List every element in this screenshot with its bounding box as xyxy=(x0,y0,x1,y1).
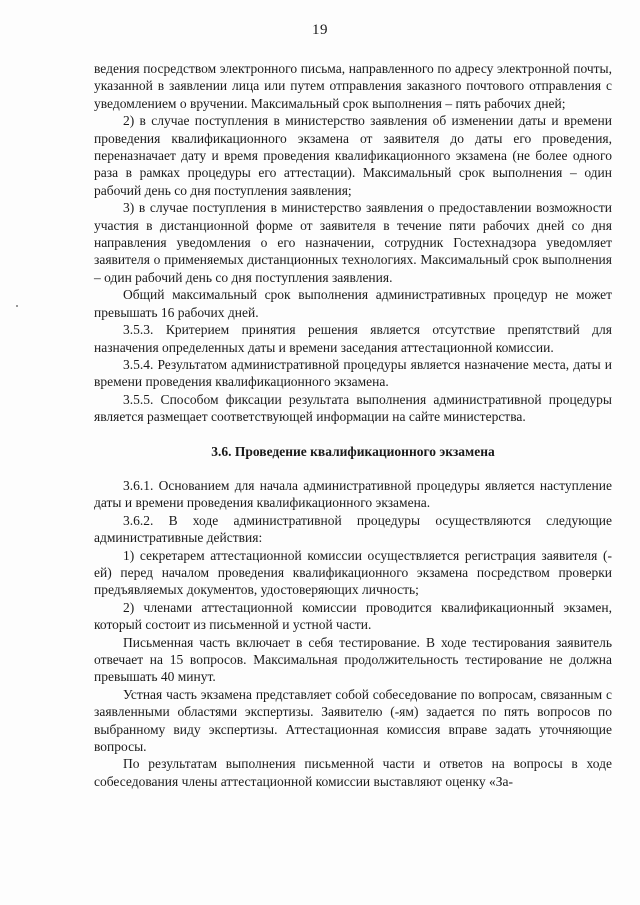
paragraph: По результатам выполнения письменной части и ответов на вопросы в ходе собеседования члены аттестационной комиссии выставляют оценку «За- xyxy=(94,756,612,789)
paragraph: Общий максимальный срок выполнения административных процедур не может превышать 16 рабочих дней. xyxy=(94,287,612,320)
body-text xyxy=(94,60,612,790)
section-heading: 3.6. Проведение квалификационного экзамена xyxy=(211,443,495,459)
paragraph: ведения посредством электронного письма, направленного по адресу электронной почты, указанной в заявлении лица или путем отправления заказного почтового отправления с уведомлением о вручении. Максимальный срок выполнения – пять рабочих дней; xyxy=(94,61,612,111)
paragraph: 3.5.5. Способом фиксации результата выполнения административной процедуры является размещает соответствующей информации на сайте министерства. xyxy=(94,391,612,425)
paragraph: 2) в случае поступления в министерство заявления об изменении даты и времени проведения квалификационного экзамена от заявителя до даты его проведения, переназначает дату и время проведения квалификационного экзамена (не более одного раза в рамках процедуры его аттестации). Максимальный срок выполнения – один рабочий день со дня поступления заявления; xyxy=(94,113,612,198)
paragraph: Письменная часть включает в себя тестирование. В ходе тестирования заявитель отвечает на 15 вопросов. Максимальная продолжительность тестирование не должна превышать 40 минут. xyxy=(94,634,612,685)
paragraph: 3.5.4. Результатом административной процедуры является назначение места, даты и времени проведения квалификационного экзамена. xyxy=(94,356,612,390)
scan-speck xyxy=(16,305,18,307)
paragraph: 3.5.3. Критерием принятия решения является отсутствие препятствий для назначения определенных даты и времени заседания аттестационной комиссии. xyxy=(94,322,612,355)
paragraph: Устная часть экзамена представляет собой собеседование по вопросам, связанным с заявленными областями экспертизы. Заявителю (-ям) задается по пять вопросов по выбранному виду экспертизы. Аттестационная комиссия вправе задать уточняющие вопросы. xyxy=(94,686,612,755)
paragraph: 2) членами аттестационной комиссии проводится квалификационный экзамен, который состоит из письменной и устной части. xyxy=(94,599,612,633)
paragraph: 3) в случае поступления в министерство заявления о предоставлении возможности участия в дистанционной форме от заявителя в течение пяти рабочих дней со дня направления уведомления о его назначении, сотрудник Гостехнадзора уведомляет заявителя о применяемых дистанционных технологиях. Максимальный срок выполнения – один рабочий день со дня поступления заявления. xyxy=(94,200,612,285)
paragraph: 1) секретарем аттестационной комиссии осуществляется регистрация заявителя (-ей) перед началом проведения квалификационного экзамена посредством проверки предъявляемых документов, удостоверяющих личность; xyxy=(94,547,612,598)
page-number: 19 xyxy=(312,22,328,38)
paragraph: 3.6.1. Основанием для начала административной процедуры является наступление даты и времени проведения квалификационного экзамена. xyxy=(94,477,612,511)
paragraph: 3.6.2. В ходе административной процедуры осуществляются следующие административные действия: xyxy=(94,512,612,546)
